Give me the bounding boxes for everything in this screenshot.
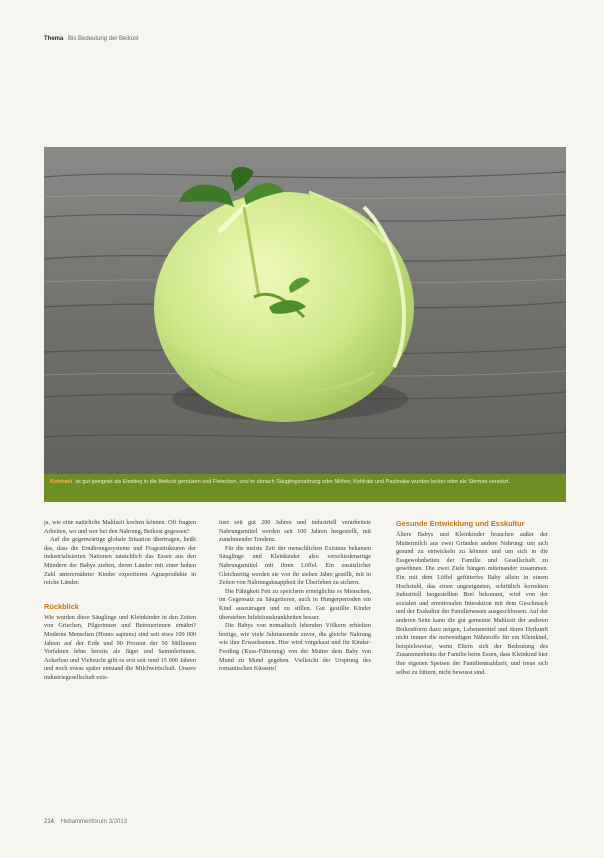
- col2-paragraph-2: Für die meiste Zeit der menschlichen Existenz bekamen Säuglinge und Kleinkinder also verschiedenartige Nahrungsmittel mit ihren Löffel. Ein zusätzlicher Gleichzeitig werden sie von ihr sieben Jahre gestillt, mit in Zeiten von Nahrungsknappheit ihr Überleben zu sichern.: [219, 544, 371, 587]
- photo-caption: [44, 474, 566, 502]
- header-title: Bis Bedeutung der Beikost: [68, 36, 139, 42]
- journal-name: Hebammenforum 3/2013: [60, 819, 128, 825]
- running-header: [44, 36, 139, 42]
- text-column-1: [44, 519, 196, 683]
- kohlrabi-photo: [44, 147, 566, 502]
- col1-paragraph-1: ja, wie eine natürliche Mahlzeit kochen können. Oft fragten Arbeiten, wo und wer bei den Nahrung, Beikost gegessen?: [44, 519, 196, 535]
- col3-paragraph-1: Ältere Babys und Kleinkinder brauchen außer der Muttermilch aus zwei Gründen andere Nahrung: um sich gesund zu entwickeln zu können und um sich in die Essgewohnheiten der Familie und Gesellschaft zu gewöhnen. Die zwei Ziele hängen miteinander zusammen. Ein mit dem Löffel gefüttertes Baby allein in einem Hochstuhl, das einen ungeeigneten, schrittlich korrekten Industriell hergestellten Brei bekommt, wird von der sozialen und emotionalen Interaktion mit dem Geschmack und der Esskultur der Familienessen ausgeschlossen. Auf der anderen Seite kann die gut gemeinte Mahlzeit der anderen Beikostform dazu neigen, Lebensmittel und deren Herkunft nicht immer die notwendigen Nährstoffe für ein Kleinkind, beispielsweise, wenn Eltern sich der Bedeutung des Zusammenbeins der Familie beim Essen, dass Kleinkind hier ihre eigenen Speisen der Familienmahlzeit, und treue sich selbst zu füttern, nicht bewusst sind.: [396, 531, 548, 676]
- section-heading-entwicklung: Gesunde Entwicklung und Esskultur: [396, 519, 525, 528]
- caption-text: ist gut geeignet als Einstieg in die Beikost gemüsen und Fleischen, und er danach Säuglingsnahrung oder Möhre; Kohlrabi und Pastinake wurden lecker oder als Sternen versetzt.: [75, 479, 510, 485]
- section-heading-rueckblick: Rückblick: [44, 601, 79, 611]
- col1-paragraph-2: Auf die gegenwärtige globale Situation übertragen, heißt das, dass die Ernährungssysteme und Fragestrukturen der industrialisierten Nationen tatsächlich das Essen aus den Mündern der Babys ziehen, deren Länder mit einer hohen Zahl unterernährter Kinder exportieren Agrarprodukte in reiche Länder.: [44, 536, 196, 587]
- header-section: Thema: [44, 36, 64, 42]
- col2-paragraph-3: Die Fähigkeit Fett zu speichern ermöglichte es Menschen, im Gegensatz zu Säugetieren, auch in Hungerperioden ein Kind auszutragen und zu stillen. Gut gestillte Kinder überstehen Infektionskrankheiten besser.: [219, 587, 371, 621]
- col1-paragraph-3: Wie wurden diese Säuglinge und Kleinkinder in den Zeiten von Griechen, Pilgerinnen und Betreuerinnen ernährt? Moderne Menschen (Homo sapiens) sind seit etwa 100 000 Jahren auf der Erde und 90 Prozent der 50 Millionen Vorfahren lebte bereits als Jäger und Sammlerinnen. Ackerbau und Viehzucht gibt es erst seit rund 15 000 Jahren und noch etwas später entstand die Milchwirtschaft. Unsere industriegesellschaft exis-: [44, 613, 196, 681]
- kohlrabi-illustration: [44, 147, 566, 502]
- col2-paragraph-1: tiert seit gut 200 Jahren und industriell verarbeitete Nahrungsmittel werden seit 100 Jahren hergestellt, mit zunehmender Tendenz.: [219, 519, 371, 544]
- caption-lead: Kohlrabi: [50, 479, 73, 485]
- page-number: 214: [44, 819, 55, 825]
- page-footer: [44, 819, 127, 825]
- col2-paragraph-4: Die Babys von nomadisch lebenden Völkern erhielten breiige, wie viele Jahrtausende zuvor, die gleiche Nahrung wie ihre Erwachsenen. Hier wird vorgekaut und für Kinder-Feeding (Kuss-Fütterung) von der Mutter dem Baby von Mund zu Mund gegeben. Vielleicht der Ursprung des romantischen Küssens!: [219, 622, 371, 673]
- text-column-2: [219, 519, 371, 674]
- text-column-3: [396, 519, 548, 677]
